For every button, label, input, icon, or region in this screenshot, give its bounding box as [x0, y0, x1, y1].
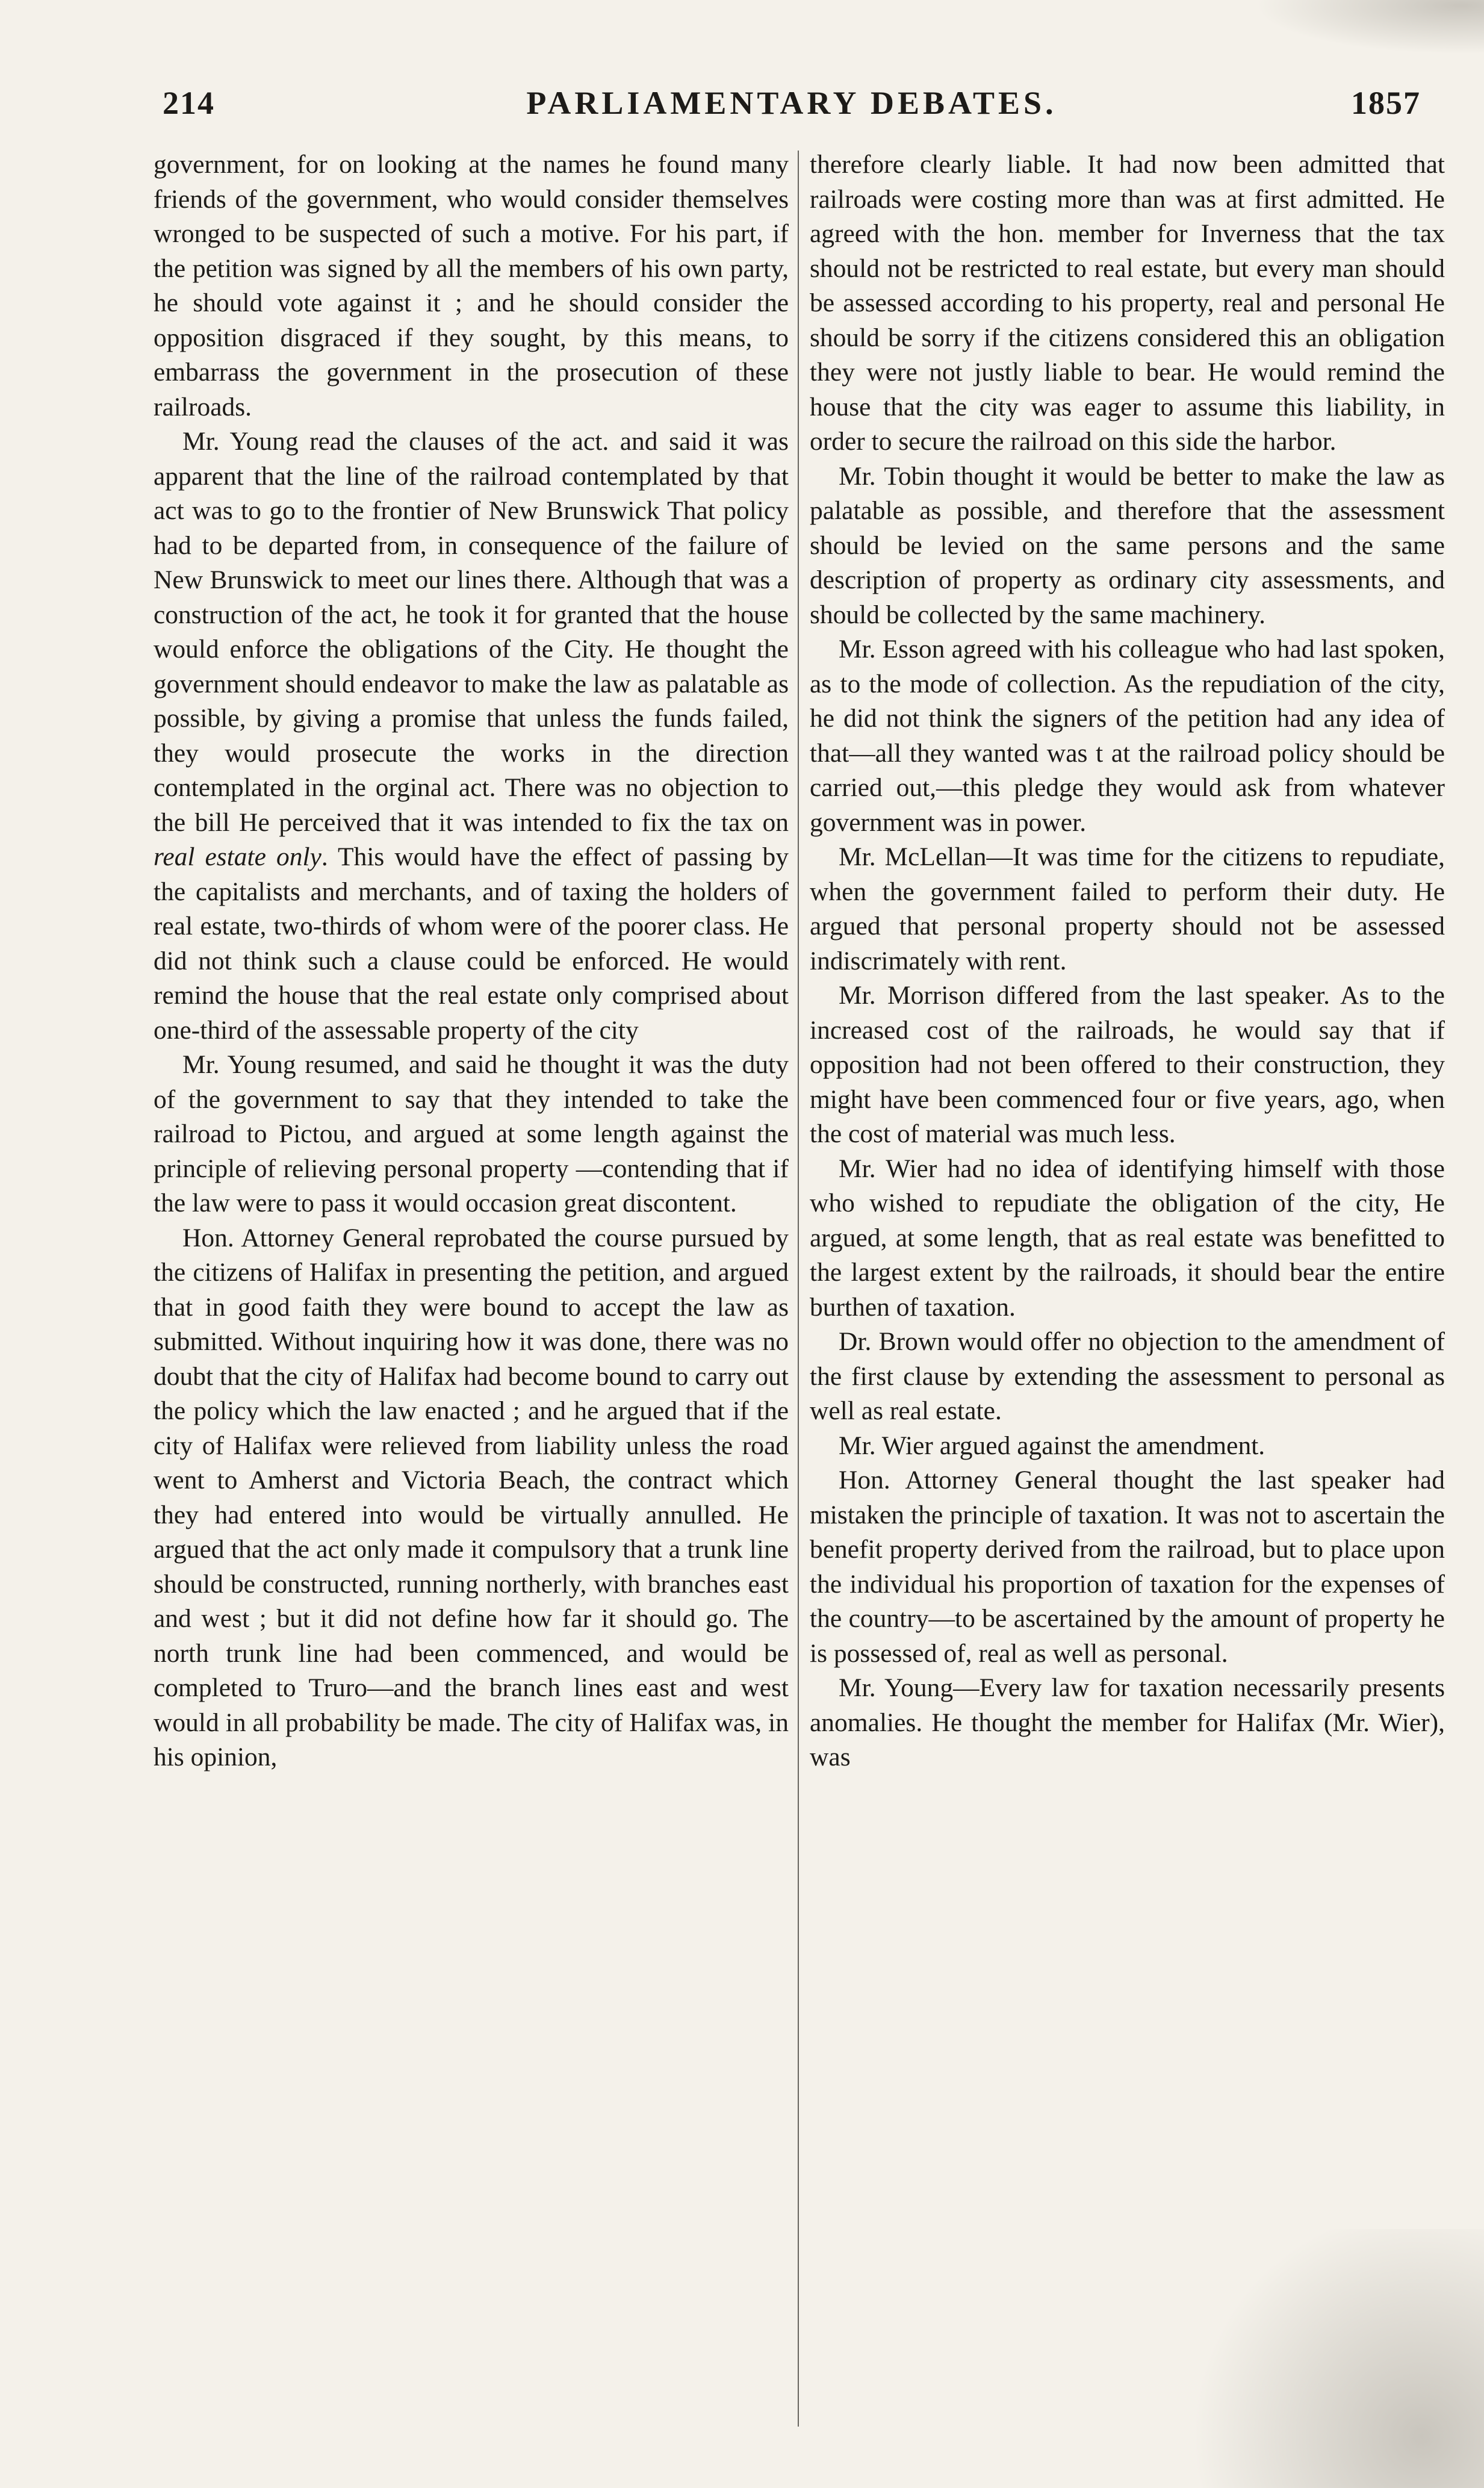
paragraph: Dr. Brown would offer no objection to the amendment of the first clause by extending the assessment to personal as well as real estate. [810, 1327, 1445, 1425]
page-title: PARLIAMENTARY DEBATES. [526, 85, 1057, 121]
right-column [810, 148, 1445, 1775]
paragraph: Mr. Young—Every law for taxation necessarily presents anomalies. He thought the member for Halifax (Mr. Wier), was [810, 1673, 1445, 1771]
paragraph: Mr. Tobin thought it would be better to make the law as palatable as possible, and therefore that the assessment should be levied on the same persons and the same description of property as ordinary city assessments, and should be collected by the same machinery. [810, 461, 1445, 629]
running-header [163, 78, 1421, 132]
paragraph: Mr. McLellan—It was time for the citizens to repudiate, when the government failed to perform their duty. He argued that personal property should not be assessed indiscrimately with rent. [810, 842, 1445, 975]
paragraph: Mr. Morrison differed from the last speaker. As to the increased cost of the railroads, he would say that if opposition had not been offered to their construction, they might have been commenced four or five years, ago, when the cost of material was much less. [810, 981, 1445, 1148]
paragraph [154, 425, 789, 1048]
paragraph-text: Mr. Young read the clauses of the act. and said it was apparent that the line of the railroad contemplated by that act was to go to the frontier of New Brunswick That policy had to be departed from, in consequence of the failure of New Brunswick to meet our lines there. Although that was a construction of the act, he took it for granted that the house would enforce the obligations of the City. He thought the government should endeavor to make the law as palatable as possible, by giving a promise that unless the funds failed, they would prosecute the works in the direction contemplated in the orginal act. There was no objection to the bill He perceived that it was intended to fix the tax on [154, 427, 789, 837]
scan-noise-bottom [1171, 2229, 1484, 2488]
paragraph: government, for on looking at the names he found many friends of the government, who would consider themselves wronged to be suspected of such a motive. For his part, if the petition was signed by all the members of his own party, he should vote against it ; and he should consider the opposition disgraced if they sought, by this means, to embarrass the government in the prosecution of these railroads. [154, 150, 789, 421]
paragraph-text: . This would have the effect of passing by the capitalists and merchants, and of taxing the holders of real estate, two-thirds of whom were of the poorer class. He did not think such a clause could be enforced. He would remind the house that the real estate only comprised about one-third of the assessable property of the city [154, 842, 789, 1045]
page-year: 1857 [1351, 85, 1421, 121]
left-column [154, 148, 789, 1775]
paragraph: Mr. Young resumed, and said he thought it was the duty of the government to say that they intended to take the railroad to Pictou, and argued at some length against the principle of relieving personal property —contending that if the law were to pass it would occasion great discontent. [154, 1050, 789, 1218]
page-number: 214 [163, 85, 215, 121]
column-divider [798, 151, 799, 2427]
paragraph: Mr. Esson agreed with his colleague who had last spoken, as to the mode of collection. As the repudiation of the city, he did not think the signers of the petition had any idea of that—all they wanted was t at the railroad policy should be carried out,—this pledge they would ask from whatever government was in power. [810, 635, 1445, 837]
paragraph: Hon. Attorney General reprobated the course pursued by the citizens of Halifax in presenting the petition, and argued that in good faith they were bound to accept the law as submitted. Without inquiring how it was done, there was no doubt that the city of Halifax had become bound to carry out the policy which the law enacted ; and he argued that if the city of Halifax were relieved from liability unless the road went to Amherst and Victoria Beach, the contract which they had entered into would be virtually annulled. He argued that the act only made it compulsory that a trunk line should be constructed, running northerly, with branches east and west ; but it did not define how far it should go. The north trunk line had been commenced, and would be completed to Truro—and the branch lines east and west would in all probability be made. The city of Halifax was, in his opinion, [154, 1223, 789, 1771]
scan-noise-top [1255, 0, 1484, 54]
paragraph: Mr. Wier had no idea of identifying himself with those who wished to repudiate the obligation of the city, He argued, at some length, that as real estate was benefitted to the largest extent by the railroads, it should bear the entire burthen of taxation. [810, 1154, 1445, 1322]
paragraph: therefore clearly liable. It had now been admitted that railroads were costing more than was at first admitted. He agreed with the hon. member for Inverness that the tax should not be restricted to real estate, but every man should be assessed according to his property, real and personal He should be sorry if the citizens considered this an obligation they were not justly liable to bear. He would remind the house that the city was eager to assume this liability, in order to secure the railroad on this side the harbor. [810, 150, 1445, 456]
emphasis-text: real estate only [154, 842, 321, 871]
paragraph: Mr. Wier argued against the amendment. [839, 1431, 1265, 1460]
paragraph: Hon. Attorney General thought the last speaker had mistaken the principle of taxation. It was not to ascertain the benefit property derived from the railroad, but to place upon the individual his proportion of taxation for the expenses of the country—to be ascertained by the amount of property he is possessed of, real as well as personal. [810, 1466, 1445, 1668]
